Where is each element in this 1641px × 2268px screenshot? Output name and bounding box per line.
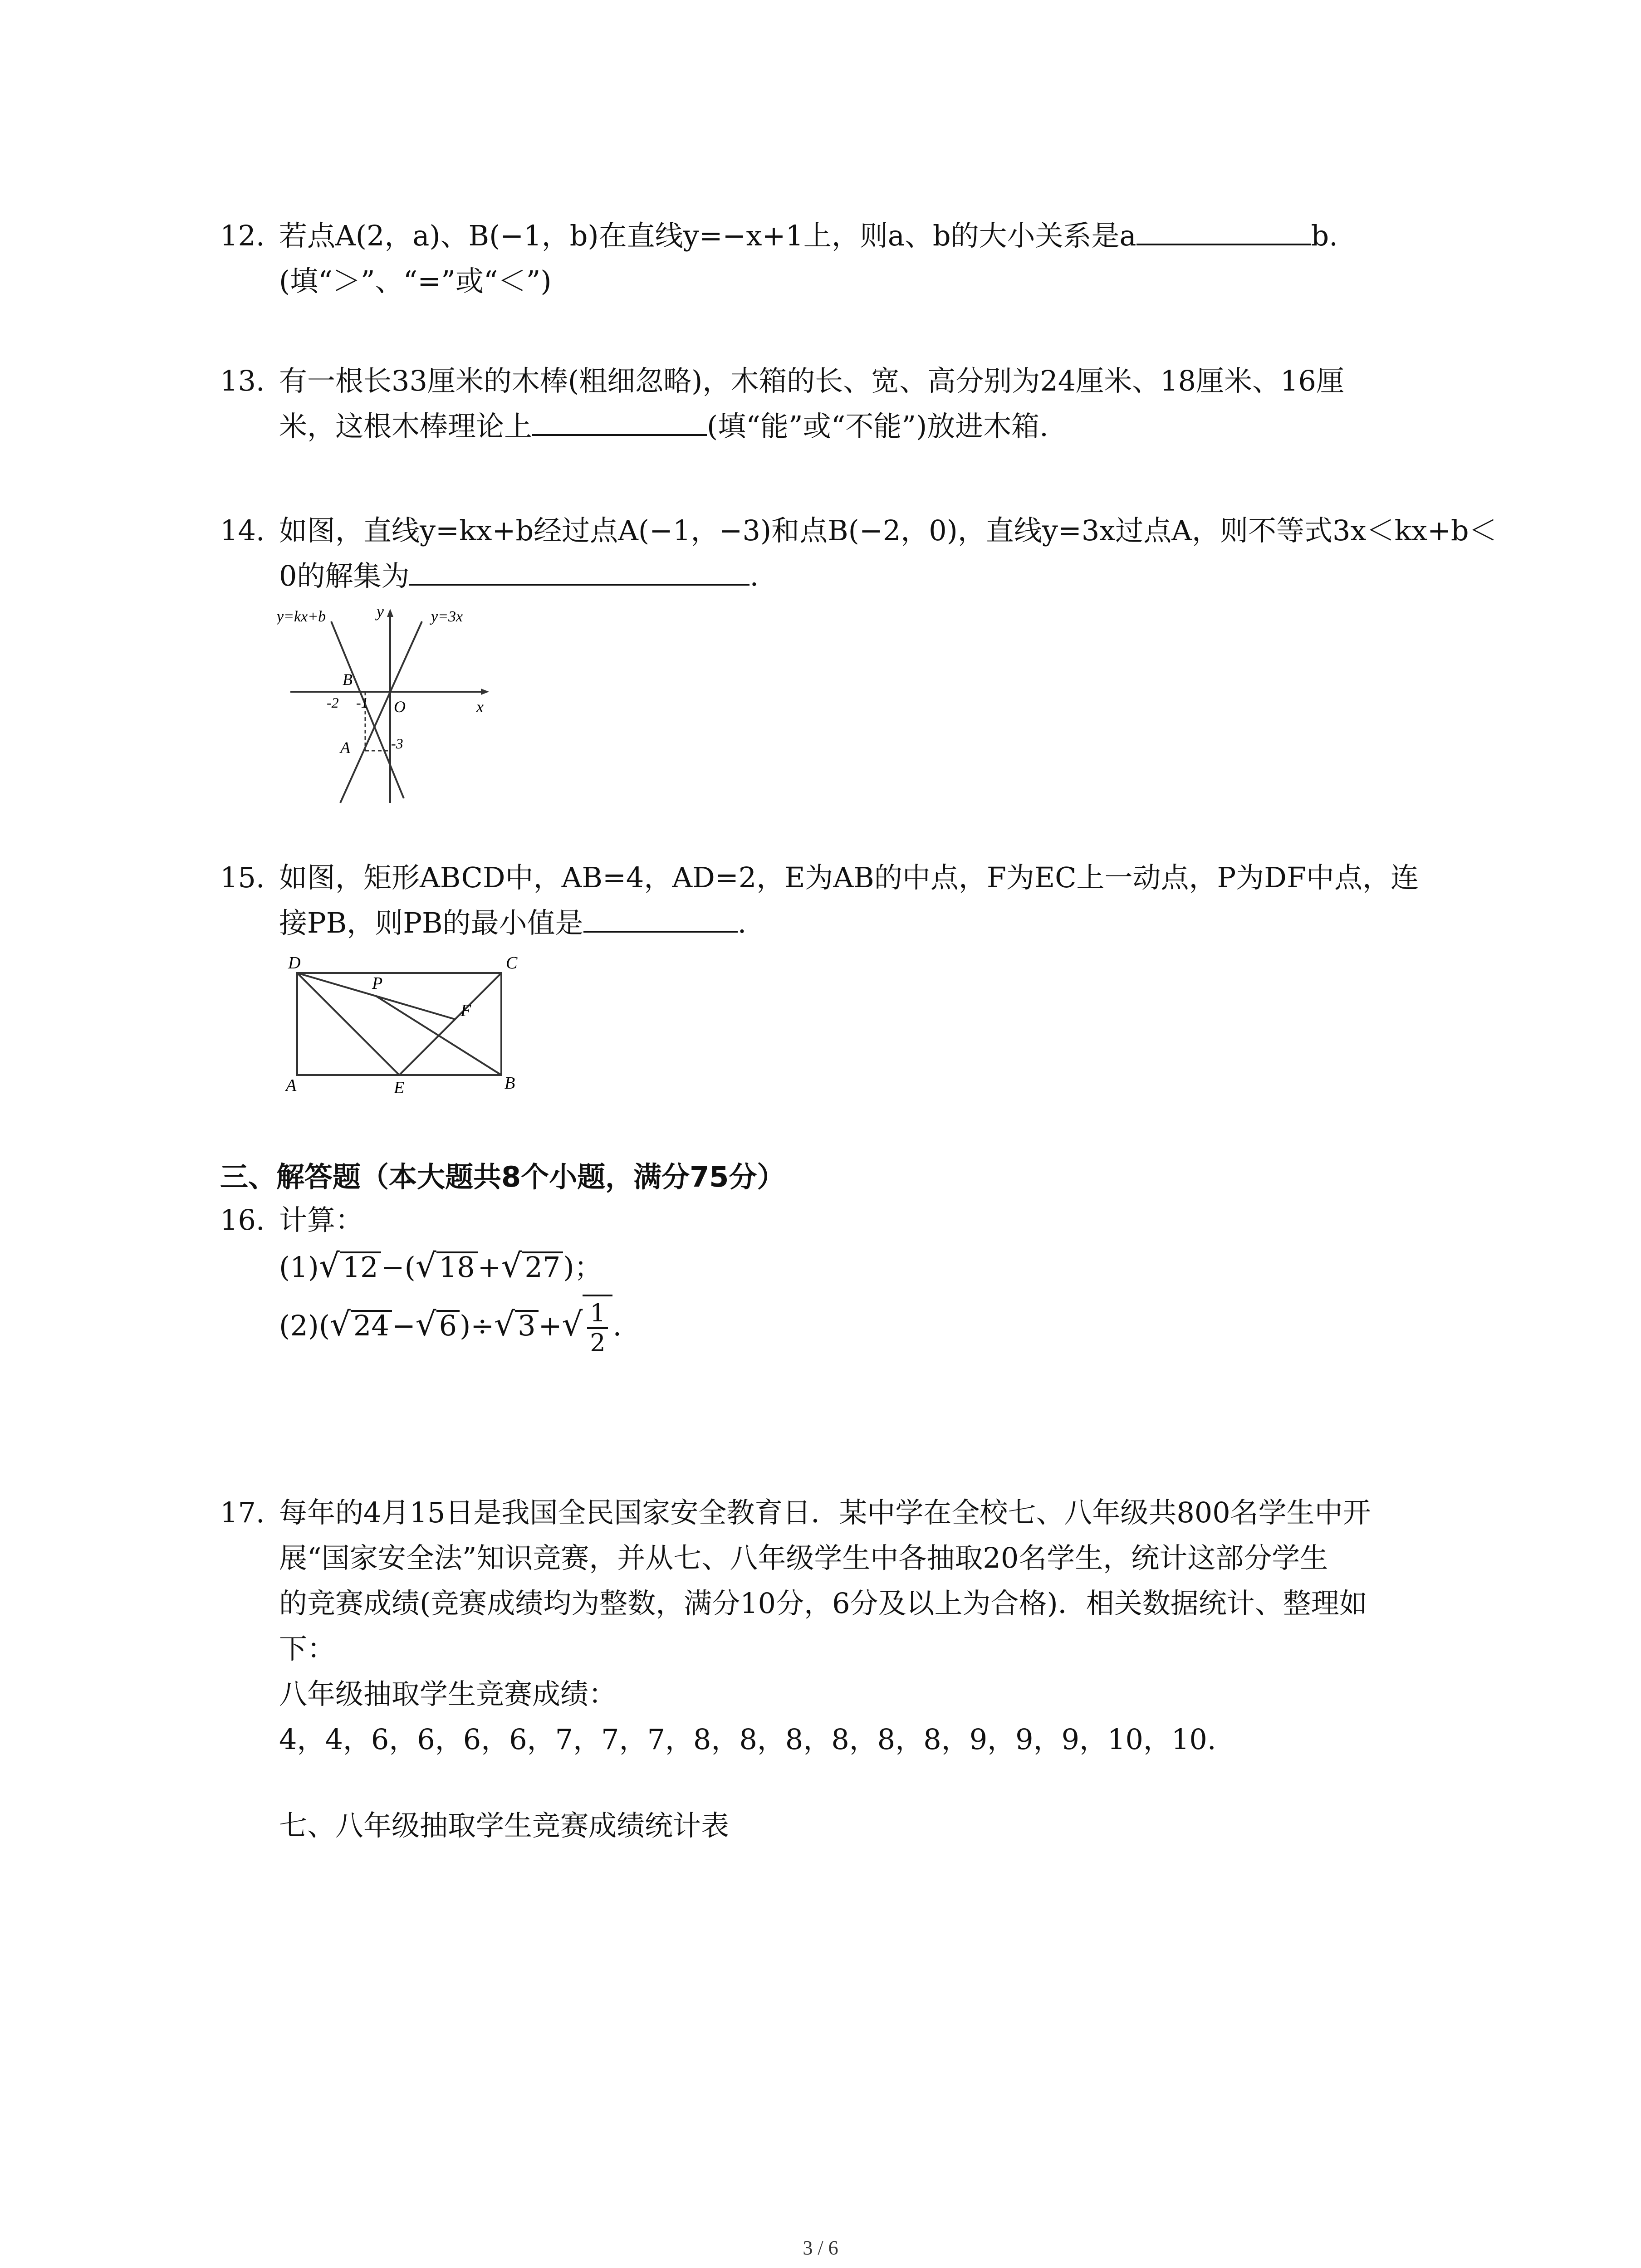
question-number: 12. [220, 219, 265, 252]
operator: + [538, 1309, 562, 1343]
radicand: 3 [515, 1310, 538, 1340]
question-12 [220, 213, 1454, 304]
question-16 [220, 1198, 1454, 1360]
operator: − [392, 1309, 416, 1343]
label-line-kx-b: y=kx+b [277, 608, 326, 625]
label-F: F [460, 1001, 471, 1020]
question-text: 0的解集为 [279, 559, 410, 592]
label-A: A [340, 738, 350, 757]
segment-ec [399, 973, 501, 1075]
question-number: 16. [220, 1203, 265, 1237]
score-list: 4，4，6，6，6，6，7，7，7，8，8，8，8，8，8，9，9，9，10，10. [279, 1723, 1216, 1756]
operator: )÷ [460, 1309, 495, 1343]
sub-question-1: (1)√12−(√18+√27)； [279, 1246, 603, 1285]
question-text: 接PB，则PB的最小值是 [279, 906, 583, 939]
question-13 [220, 358, 1454, 449]
operator: −( [381, 1251, 416, 1284]
radicand: 12 [340, 1251, 381, 1281]
denominator: 2 [590, 1329, 606, 1357]
question-text: 下： [279, 1632, 336, 1665]
numerator: 1 [590, 1299, 606, 1327]
radicand-fraction [583, 1295, 612, 1360]
label-x: x [476, 698, 484, 716]
question-number: 13. [220, 364, 265, 397]
line-3x [340, 621, 422, 803]
sub-label: (2)( [279, 1309, 330, 1343]
operator: . [612, 1309, 622, 1343]
label-E: E [394, 1078, 405, 1095]
question-number: 17. [220, 1496, 265, 1529]
question-text: 如图，直线y=kx+b经过点A(−1，−3)和点B(−2，0)，直线y=3x过点A，则不等式3x＜kx+b＜ [279, 514, 1497, 547]
question-text: 的竞赛成绩(竞赛成绩均为整数，满分10分，6分及以上为合格)．相关数据统计、整理如 [279, 1587, 1367, 1620]
question-text: . [749, 559, 759, 592]
label-A: A [286, 1076, 297, 1095]
label-O: O [394, 698, 406, 716]
sub-label: (1) [279, 1251, 319, 1284]
radicand: 27 [522, 1251, 563, 1281]
label-minus-2: -2 [327, 694, 339, 711]
radicand: 6 [436, 1310, 460, 1340]
section-heading: 三、解答题（本大题共8个小题，满分75分） [220, 1160, 785, 1193]
question-14 [220, 508, 1497, 599]
question-text: b. [1311, 219, 1338, 252]
label-line-3x: y=3x [431, 608, 463, 625]
answer-blank[interactable] [409, 556, 749, 586]
linear-function-figure [277, 603, 495, 807]
label-minus-3: -3 [391, 735, 403, 752]
operator: + [477, 1251, 501, 1284]
question-text: 若点A(2，a)、B(−1，b)在直线y=−x+1上，则a、b的大小关系是a [279, 219, 1136, 252]
question-hint: (填“＞”、“=”或“＜”) [279, 264, 552, 298]
operator: )； [563, 1251, 603, 1284]
table-title: 七、八年级抽取学生竞赛成绩统计表 [279, 1809, 730, 1842]
label-P: P [372, 974, 383, 993]
label-D: D [288, 953, 301, 973]
answer-blank[interactable] [583, 903, 738, 933]
answer-blank[interactable] [1136, 215, 1311, 245]
question-text: 如图，矩形ABCD中，AB=4，AD=2，E为AB的中点，F为EC上一动点，P为DF中点，连 [279, 861, 1419, 894]
question-text: 米，这根木棒理论上 [279, 410, 533, 443]
segment-pb [376, 996, 501, 1075]
label-B: B [343, 670, 353, 689]
question-text: 展“国家安全法”知识竞赛，并从七、八年级学生中各抽取20名学生，统计这部分学生 [279, 1541, 1328, 1574]
question-15 [220, 855, 1454, 946]
question-number: 15. [220, 861, 265, 894]
label-y: y [377, 603, 384, 621]
radicand: 24 [351, 1310, 392, 1340]
question-text: 计算： [279, 1203, 364, 1237]
question-text: . [737, 906, 747, 939]
rectangle-figure [277, 950, 540, 1095]
y-axis-arrow [387, 609, 393, 617]
question-text: 有一根长33厘米的木棒(粗细忽略)，木箱的长、宽、高分别为24厘米、18厘米、16厘 [279, 364, 1344, 397]
page-number: 3 / 6 [803, 2237, 838, 2259]
question-text: (填“能”或“不能”)放进木箱. [707, 410, 1048, 443]
x-axis-arrow [481, 689, 489, 695]
question-text: 每年的4月15日是我国全民国家安全教育日．某中学在全校七、八年级共800名学生中开 [279, 1496, 1371, 1529]
question-17 [220, 1490, 1454, 1848]
question-text: 八年级抽取学生竞赛成绩： [279, 1677, 617, 1711]
answer-blank[interactable] [532, 406, 707, 436]
question-number: 14. [220, 514, 265, 547]
label-C: C [506, 953, 518, 973]
label-B: B [505, 1074, 515, 1093]
label-minus-1: -1 [356, 694, 368, 711]
radicand: 18 [436, 1251, 478, 1281]
rectangle-abcd [297, 973, 501, 1075]
sub-question-2: (2)(√24−√6)÷√3+√ $\frac{1}{2}$ . [279, 1295, 1454, 1360]
